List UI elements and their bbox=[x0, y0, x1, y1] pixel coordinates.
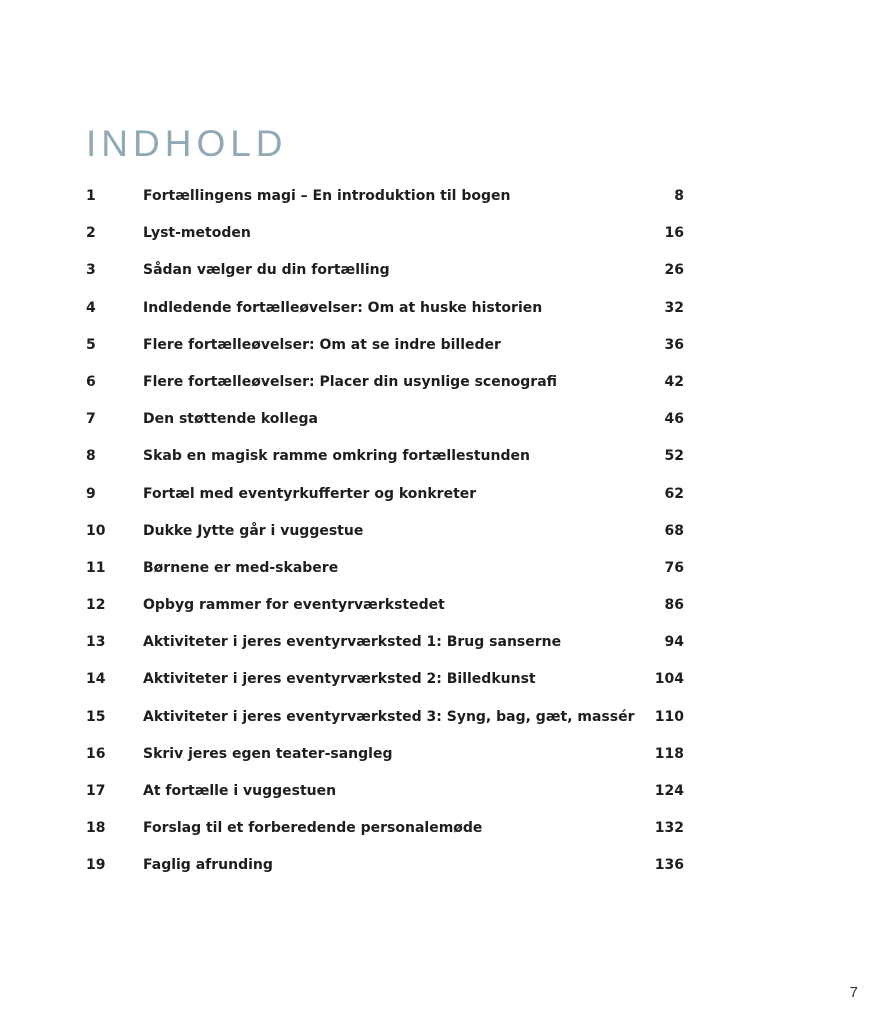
toc-page-number: 32 bbox=[664, 299, 684, 316]
toc-chapter-number: 19 bbox=[86, 857, 106, 874]
toc-entry bbox=[86, 593, 684, 630]
toc-chapter-number: 6 bbox=[86, 373, 96, 390]
toc-page-number: 68 bbox=[664, 522, 684, 539]
toc-page-number: 62 bbox=[664, 485, 684, 502]
toc-chapter-title: Fortæl med eventyrkufferter og konkreter bbox=[143, 485, 477, 502]
toc-chapter-number: 17 bbox=[86, 783, 106, 799]
toc-entry bbox=[86, 444, 684, 481]
toc-chapter-title: Skriv jeres egen teater-sangleg bbox=[143, 745, 393, 762]
toc-entry bbox=[86, 705, 684, 742]
toc-chapter-number: 1 bbox=[86, 188, 96, 204]
toc-chapter-title: Aktiviteter i jeres eventyrværksted 3: Syng, bag, gæt, massér bbox=[143, 708, 635, 725]
toc-page-number: 46 bbox=[664, 411, 684, 428]
toc-entry bbox=[86, 630, 684, 667]
toc-chapter-number: 13 bbox=[86, 634, 106, 651]
page-title: INDHOLD bbox=[86, 123, 288, 164]
toc-chapter-number: 8 bbox=[86, 448, 96, 465]
toc-chapter-title: Aktiviteter i jeres eventyrværksted 2: Billedkunst bbox=[143, 671, 536, 688]
toc-entry bbox=[86, 779, 684, 816]
toc-chapter-title: Lyst-metoden bbox=[143, 225, 251, 242]
toc-chapter-number: 2 bbox=[86, 225, 96, 242]
toc-page-number: 42 bbox=[664, 373, 684, 390]
toc-chapter-number: 4 bbox=[86, 299, 96, 316]
toc-chapter-number: 7 bbox=[86, 411, 96, 428]
toc-entry bbox=[86, 407, 684, 444]
toc-chapter-title: Faglig afrunding bbox=[143, 857, 273, 874]
table-of-contents bbox=[86, 184, 684, 891]
toc-page-number: 16 bbox=[664, 225, 684, 242]
toc-page-number: 118 bbox=[654, 745, 684, 762]
toc-chapter-number: 10 bbox=[86, 522, 106, 539]
toc-chapter-title: Sådan vælger du din fortælling bbox=[143, 262, 390, 279]
toc-entry bbox=[86, 370, 684, 407]
toc-page-number: 110 bbox=[654, 708, 684, 725]
toc-chapter-title: Fortællingens magi – En introduktion til bogen bbox=[143, 188, 511, 204]
toc-entry bbox=[86, 482, 684, 519]
toc-chapter-title: Skab en magisk ramme omkring fortællestunden bbox=[143, 448, 530, 465]
toc-page-number: 36 bbox=[664, 336, 684, 353]
toc-chapter-number: 9 bbox=[86, 485, 96, 502]
toc-chapter-title: Børnene er med-skabere bbox=[143, 559, 339, 576]
toc-entry bbox=[86, 333, 684, 370]
toc-page-number: 94 bbox=[664, 634, 684, 651]
toc-page-number: 124 bbox=[654, 783, 684, 799]
toc-chapter-title: Dukke Jytte går i vuggestue bbox=[143, 522, 364, 539]
toc-chapter-number: 15 bbox=[86, 708, 106, 725]
toc-entry bbox=[86, 816, 684, 853]
toc-chapter-number: 18 bbox=[86, 820, 106, 837]
toc-chapter-number: 14 bbox=[86, 671, 106, 688]
toc-page-number: 26 bbox=[664, 262, 684, 279]
toc-page-number: 136 bbox=[654, 857, 684, 874]
toc-entry bbox=[86, 296, 684, 333]
toc-chapter-number: 12 bbox=[86, 597, 106, 614]
toc-entry bbox=[86, 258, 684, 295]
toc-entry bbox=[86, 556, 684, 593]
toc-chapter-number: 5 bbox=[86, 336, 96, 353]
toc-chapter-title: Aktiviteter i jeres eventyrværksted 1: Brug sanserne bbox=[143, 634, 562, 651]
toc-chapter-title: Indledende fortælleøvelser: Om at huske historien bbox=[143, 299, 543, 316]
toc-chapter-title: Den støttende kollega bbox=[143, 411, 318, 428]
toc-entry bbox=[86, 667, 684, 704]
toc-chapter-title: At fortælle i vuggestuen bbox=[143, 783, 337, 799]
toc-chapter-title: Flere fortælleøvelser: Om at se indre billeder bbox=[143, 336, 501, 353]
toc-chapter-title: Forslag til et forberedende personalemøde bbox=[143, 820, 483, 837]
toc-chapter-number: 11 bbox=[86, 559, 106, 576]
toc-chapter-number: 16 bbox=[86, 745, 106, 762]
toc-entry bbox=[86, 184, 684, 221]
toc-page-number: 76 bbox=[664, 559, 684, 576]
toc-page-number: 86 bbox=[664, 597, 684, 614]
toc-entry bbox=[86, 519, 684, 556]
toc-entry bbox=[86, 742, 684, 779]
toc-chapter-title: Opbyg rammer for eventyrværkstedet bbox=[143, 597, 445, 614]
toc-entry bbox=[86, 853, 684, 890]
toc-chapter-title: Flere fortælleøvelser: Placer din usynlige scenografi bbox=[143, 373, 558, 390]
toc-chapter-number: 3 bbox=[86, 262, 96, 279]
toc-page-number: 132 bbox=[654, 820, 684, 837]
toc-page-number: 104 bbox=[654, 671, 684, 688]
toc-page-number: 8 bbox=[674, 188, 684, 204]
toc-page-number: 52 bbox=[664, 448, 684, 465]
page-number: 7 bbox=[849, 984, 858, 1001]
toc-entry bbox=[86, 221, 684, 258]
